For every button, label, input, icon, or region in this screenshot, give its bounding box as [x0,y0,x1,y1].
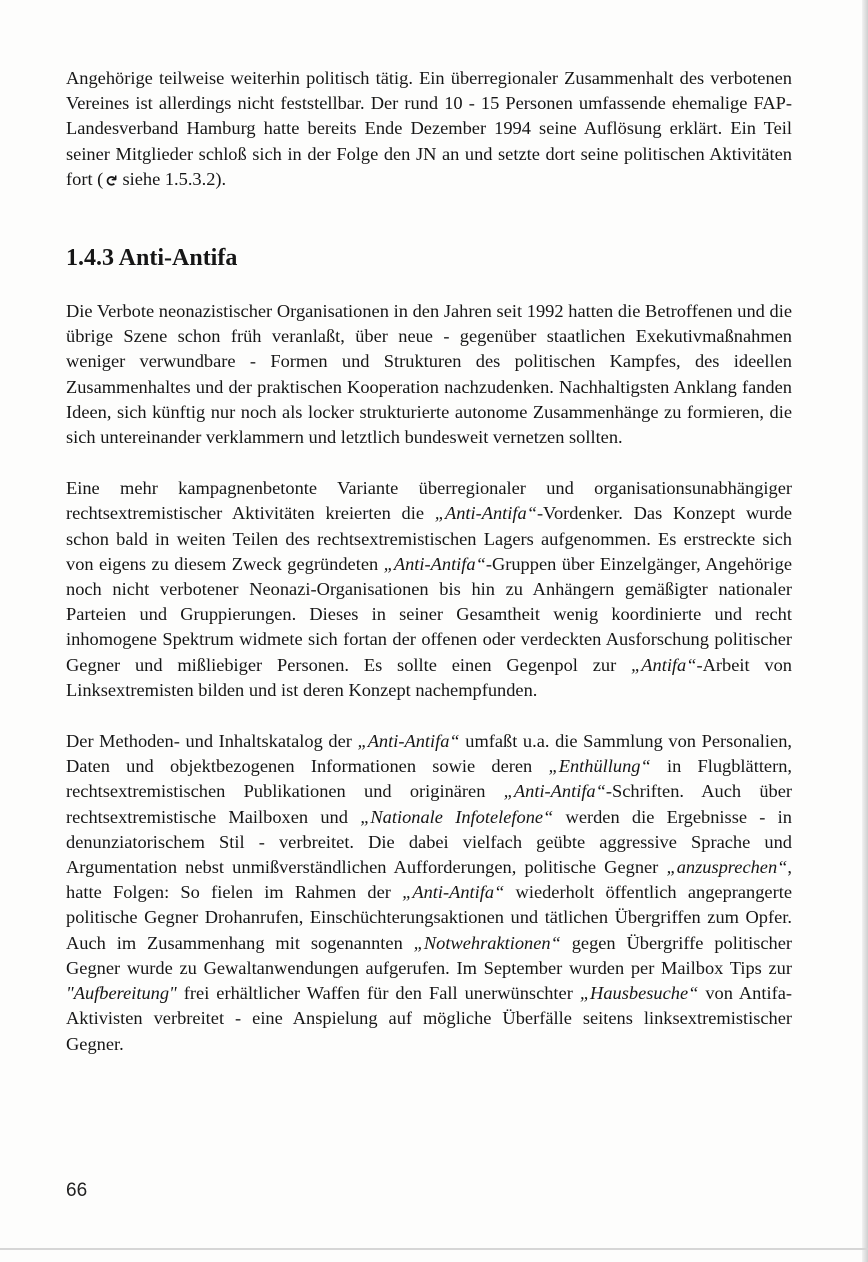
emphasis-antifa: „Antifa“ [631,654,697,675]
emphasis-enthuellung: „Enthüllung“ [548,756,651,777]
emphasis-anti-antifa: „Anti-Antifa“ [503,781,606,802]
emphasis-hausbesuche: „Hausbesuche“ [579,983,699,1004]
page-edge-shadow [862,0,868,1262]
paragraph-3: Der Methoden- und Inhaltskatalog der „Anti-Antifa“ umfaßt u.a. die Sammlung von Personalien, Daten und objektbezogenen Informationen sowie deren „Enthüllung“ in Flugblättern, rechtsextremistischen Publikationen und originären „Anti-Antifa“-Schriften. Auch über rechtsextremistische Mailboxen und „Nationale Infotelefone“ werden die Ergebnisse - in denunziatorischem Stil - verbreitet. Die dabei vielfach geübte aggressive Sprache und Argumentation nebst unmißverständlichen Aufforderungen, politische Gegner „anzusprechen“, hatte Folgen: So fielen im Rahmen der „Anti-Antifa“ wiederholt öffentlich angeprangerte politische Gegner Drohanrufen, Einschüchterungsaktionen und tätlichen Übergriffen zum Opfer. Auch im Zusammenhang mit sogenannten „Notwehraktionen“ gegen Übergriffe politischer Gegner wurde zu Gewaltanwendungen aufgerufen. Im September wurden per Mailbox Tips zur "Aufbereitung" frei erhältlicher Waffen für den Fall unerwünschter „Hausbesuche“ von Antifa-Aktivisten verbreitet - eine Anspielung auf mögliche Überfälle seitens linksextremistischer Gegner. [66,731,793,1054]
intro-paragraph [66,66,792,193]
page-content [66,66,792,1057]
emphasis-anti-antifa: „Anti-Antifa“ [434,503,537,524]
paragraph-1: Die Verbote neonazistischer Organisationen in den Jahren seit 1992 hatten die Betroffenen und die übrige Szene schon früh veranlaßt, über neue - gegenüber staatlichen Exekutivmaßnahmen weniger verwundbare - Formen und Strukturen des politischen Kampfes, des ideellen Zusammenhaltes und der praktischen Kooperation nachzudenken. Nachhaltigsten Anklang fanden Ideen, sich künftig nur noch als locker strukturierte autonome Zusammenhänge zu formieren, die sich untereinander verklammern und letztlich bundesweit vernetzen sollten. [66,301,792,448]
page-bottom-edge [0,1248,868,1250]
emphasis-anti-antifa: „Anti-Antifa“ [402,882,505,903]
paragraph-2: Eine mehr kampagnenbetonte Variante überregionaler und organisationsunabhängiger rechtsextremistischer Aktivitäten kreierten die „Anti-Antifa“-Vordenker. Das Konzept wurde schon bald in weiten Teilen des rechtsextremistischen Lagers aufgenommen. Es erstreckte sich von eigens zu diesem Zweck gegründeten „Anti-Antifa“-Gruppen über Einzelgänger, Angehörige noch nicht verbotener Neonazi-Organisationen bis hin zu Anhängern gemäßigter nationaler Parteien und Gruppierungen. Dieses in seiner Gesamtheit wenig koordinierte und recht inhomogene Spektrum widmete sich fortan der offenen oder verdeckten Ausforschung politischer Gegner und mißliebiger Personen. Es sollte einen Gegenpol zur „Antifa“-Arbeit von Linksextremisten bilden und ist deren Konzept nachempfunden. [66,478,792,700]
page-number: 66 [66,1180,88,1201]
intro-text-part2: siehe 1.5.3.2). [117,168,227,189]
emphasis-infotelefone: „Nationale Infotelefone“ [360,806,554,827]
section-heading: 1.4.3 Anti-Antifa [66,245,238,272]
emphasis-notwehraktionen: „Notwehraktionen“ [413,932,561,953]
emphasis-anti-antifa: „Anti-Antifa“ [357,731,460,752]
intro-text-part1: Angehörige teilweise weiterhin politisch tätig. Ein überregionaler Zusammenhalt des verbotenen Vereines ist allerdings nicht feststellbar. Der rund 10 - 15 Personen umfassende ehemalige FAP-Landesverband Hamburg hatte bereits Ende Dezember 1994 seine Auflösung erklärt. Ein Teil seiner Mitglieder schloß sich in der Folge den JN an und setzte dort seine politischen Aktivitäten fort ( [66,68,792,189]
emphasis-anzusprechen: „anzusprechen“ [666,857,788,878]
emphasis-anti-antifa: „Anti-Antifa“ [383,553,486,574]
emphasis-aufbereitung: "Aufbereitung" [66,983,177,1004]
refresh-arrow-icon: ↻ [102,174,121,187]
